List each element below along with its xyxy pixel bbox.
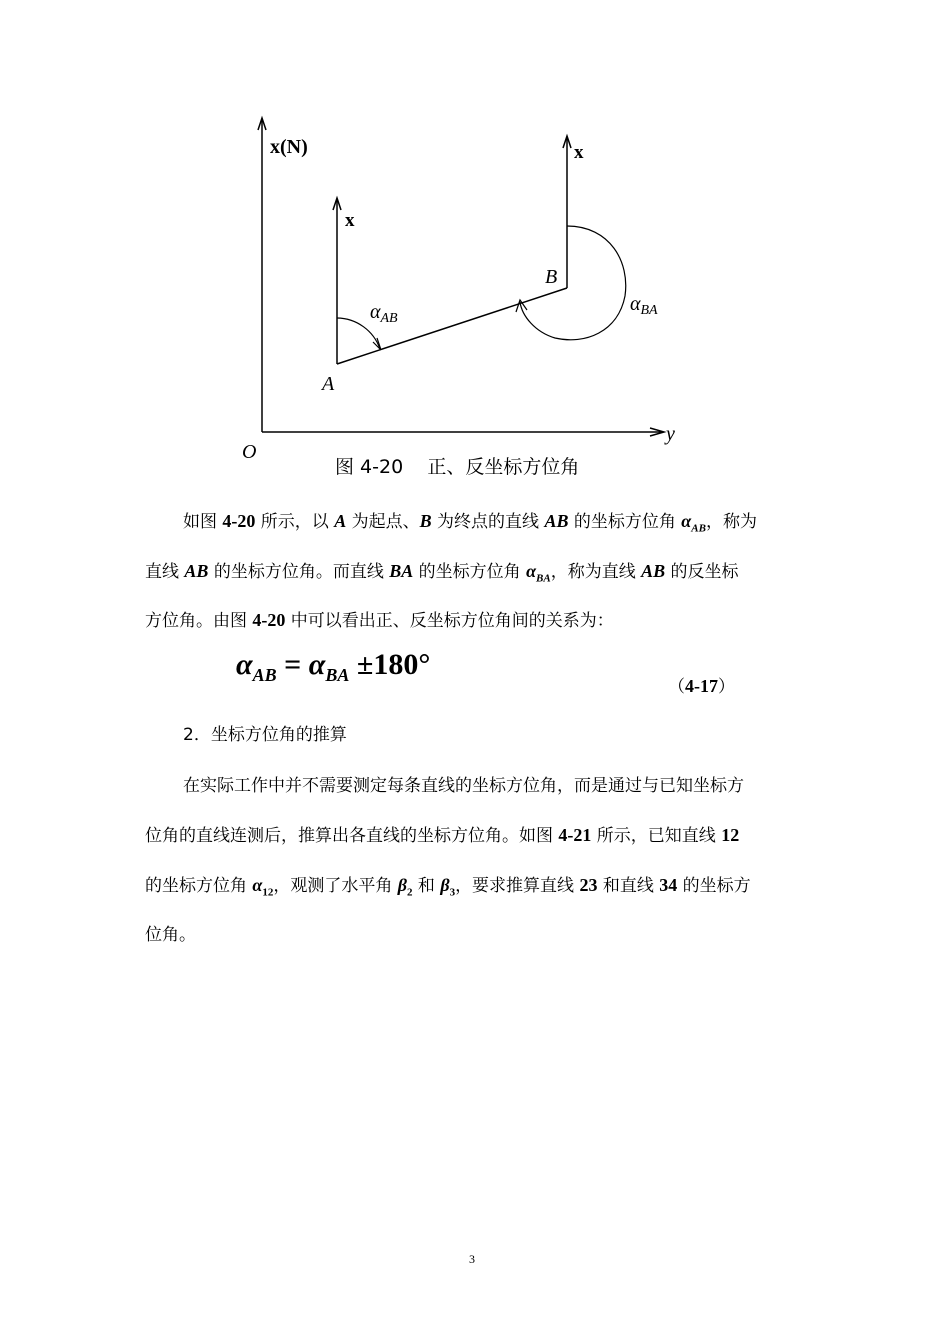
point-a-label: A: [322, 373, 335, 395]
section-heading: 2．坐标方位角的推算: [183, 725, 347, 745]
local-x-label-a: x: [345, 210, 355, 231]
para2-line4: 位角。: [145, 925, 196, 945]
origin-label: O: [242, 441, 257, 463]
angle-ab-label: $\alpha_{AB}$: [370, 301, 398, 326]
figure-caption: 图 4-20 正、反坐标方位角: [335, 456, 580, 478]
para1-line1: 如图 4-20 所示，以 A 为起点、B 为终点的直线 AB 的坐标方位角 $\alpha_{AB}$，称为: [183, 511, 757, 535]
page-number: 3: [469, 1252, 475, 1266]
line-ab: [337, 288, 567, 364]
main-x-axis-label: x(N): [270, 136, 308, 158]
para2-line1: 在实际工作中并不需要测定每条直线的坐标方位角，而是通过与已知坐标方: [183, 776, 744, 796]
para1-line3: 方位角。由图 4-20 中可以看出正、反坐标方位角间的关系为：: [145, 610, 614, 631]
para2-line2: 位角的直线连测后，推算出各直线的坐标方位角。如图 4-21 所示，已知直线 12: [145, 825, 740, 846]
angle-ab-arrowhead: [373, 338, 381, 350]
figure-4-20: [0, 0, 950, 480]
para2-line3: 的坐标方位角 $\alpha_{12}$，观测了水平角 $\beta_2$ 和 $\beta_3$，要求推算直线 23 和直线 34 的坐标方: [145, 875, 751, 899]
local-x-label-b: x: [574, 142, 584, 163]
angle-ba-label: $\alpha_{BA}$: [630, 293, 658, 318]
equation-4-17: $\alpha_{AB} = \alpha_{BA} \pm 180^\circ$: [236, 648, 431, 685]
angle-ba-arc: [520, 226, 626, 340]
para1-line2: 直线 AB 的坐标方位角。而直线 BA 的坐标方位角 $\alpha_{BA}$，称为直线 AB 的反坐标: [145, 561, 739, 585]
point-b-label: B: [545, 266, 558, 288]
y-axis-label: y: [666, 423, 675, 445]
equation-number: （4-17）: [668, 676, 735, 697]
